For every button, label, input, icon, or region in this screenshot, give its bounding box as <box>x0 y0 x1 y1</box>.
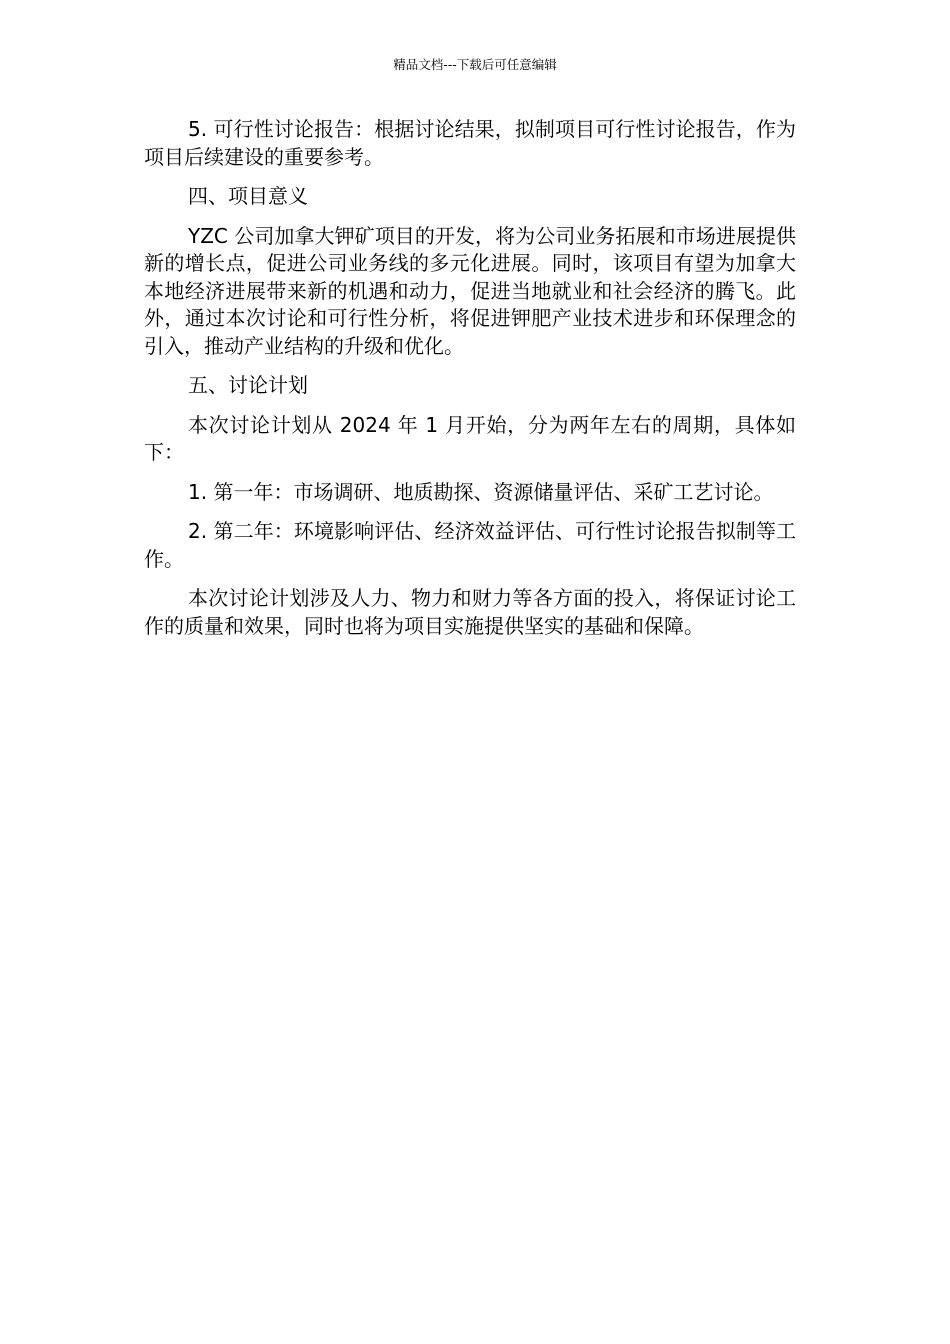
paragraph-plan-year-one: 1. 第一年：市场调研、地质勘探、资源储量评估、采矿工艺讨论。 <box>188 479 774 504</box>
paragraph-plan-intro: 本次讨论计划从 2024 年 1 月开始，分为两年左右的周期，具体如下： <box>144 412 796 464</box>
page-header: 精品文档---下载后可任意编辑 <box>393 57 557 72</box>
paragraph-feasibility-report-item: 5. 可行性讨论报告：根据讨论结果，拟制项目可行性讨论报告，作为项目后续建设的重要参考。 <box>144 117 796 169</box>
section-heading-research-plan: 五、讨论计划 <box>188 373 308 397</box>
paragraph-project-significance: YZC 公司加拿大钾矿项目的开发，将为公司业务拓展和市场进展提供新的增长点，促进公司业务线的多元化进展。同时，该项目有望为加拿大本地经济进展带来新的机遇和动力，促进当地就业和社会经济的腾飞。此外，通过本次讨论和可行性分析，将促进钾肥产业技术进步和环保理念的引入，推动产业结构的升级和优化。 <box>144 223 796 358</box>
paragraph-plan-conclusion: 本次讨论计划涉及人力、物力和财力等各方面的投入，将保证讨论工作的质量和效果，同时也将为项目实施提供坚实的基础和保障。 <box>144 586 796 638</box>
paragraph-plan-year-two: 2. 第二年：环境影响评估、经济效益评估、可行性讨论报告拟制等工作。 <box>144 519 796 571</box>
section-heading-project-significance: 四、项目意义 <box>188 184 308 208</box>
document-body <box>144 116 796 652</box>
